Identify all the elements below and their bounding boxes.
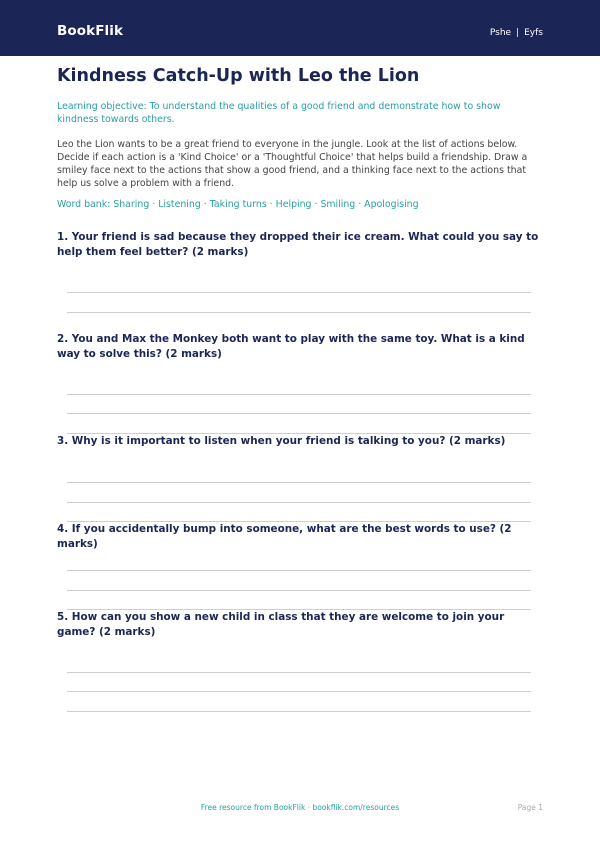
header-bar (0, 0, 600, 56)
answer-line[interactable] (67, 502, 531, 503)
brand-logo-text[interactable]: BookFlik (57, 23, 124, 39)
subject-label: Pshe (489, 28, 512, 38)
question-2: 2. You and Max the Monkey both want to play with the same toy. What is a kind way to solve this? (2 marks) (57, 333, 525, 360)
tag-separator: | (516, 28, 520, 38)
answer-line[interactable] (67, 292, 531, 293)
footer-credit[interactable]: Free resource from BookFlik · bookflik.com/resources (200, 803, 400, 812)
question-1: 1. Your friend is sad because they dropped their ice cream. What could you say to help them feel better? (2 marks) (57, 231, 539, 258)
answer-line[interactable] (67, 691, 531, 692)
answer-line[interactable] (67, 570, 531, 571)
subject-tags (490, 28, 543, 38)
intro-paragraph: Leo the Lion wants to be a great friend to everyone in the jungle. Look at the list of actions below. Decide if each action is a 'Kind Choice' or a 'Thoughtful Choice' that helps build a friendship. Draw a smiley face next to the actions that show a good friend, and a thinking face next to the actions that help us solve a problem with a friend. (57, 139, 528, 189)
answer-line[interactable] (67, 672, 531, 673)
answer-line[interactable] (67, 590, 531, 591)
answer-line[interactable] (67, 413, 531, 414)
question-3: 3. Why is it important to listen when your friend is talking to you? (2 marks) (57, 435, 506, 447)
answer-line[interactable] (67, 394, 531, 395)
learning-objective: Learning objective: To understand the qualities of a good friend and demonstrate how to show kindness towards others. (57, 101, 501, 125)
page-number: Page 1 (517, 803, 543, 812)
answer-line[interactable] (67, 312, 531, 313)
answer-line[interactable] (67, 482, 531, 483)
level-label: Eyfs (524, 28, 543, 38)
answer-line[interactable] (67, 711, 531, 712)
worksheet-title: Kindness Catch-Up with Leo the Lion (57, 66, 420, 86)
word-bank: Word bank: Sharing · Listening · Taking turns · Helping · Smiling · Apologising (57, 199, 419, 210)
question-4: 4. If you accidentally bump into someone, what are the best words to use? (2 marks) (57, 523, 512, 550)
question-5: 5. How can you show a new child in class that they are welcome to join your game? (2 marks) (57, 611, 505, 638)
